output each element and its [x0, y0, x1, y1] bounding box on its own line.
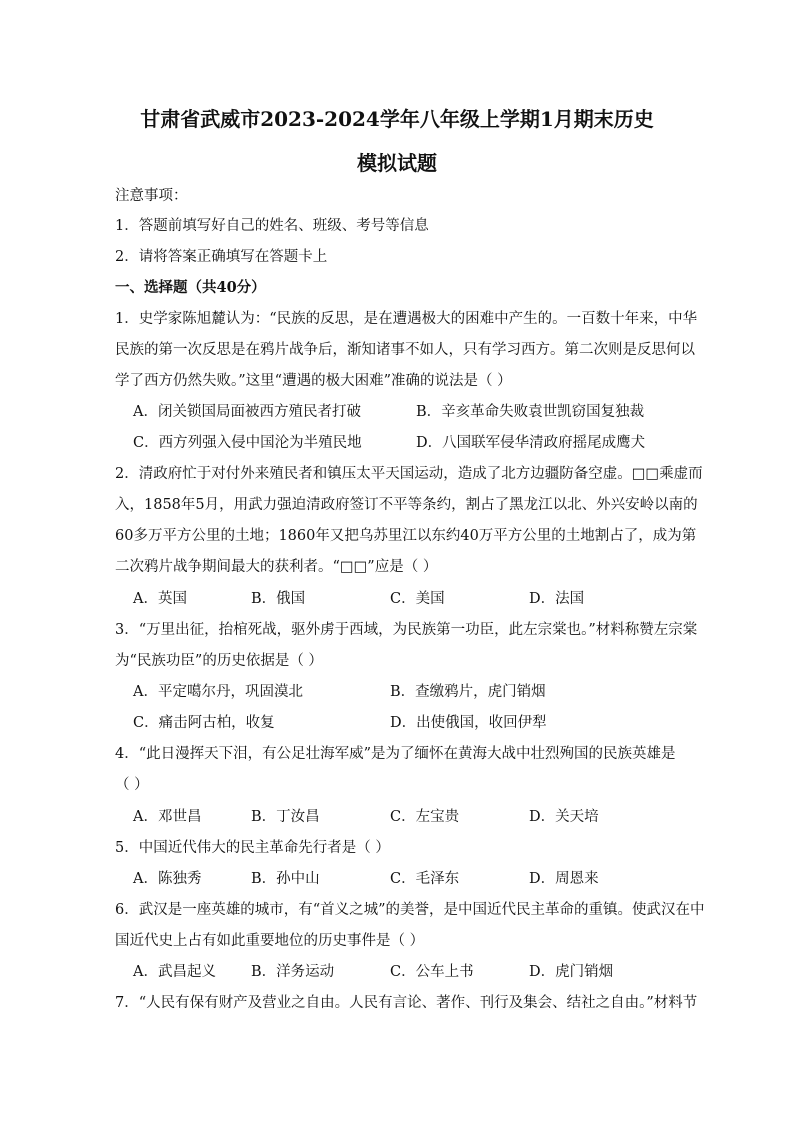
question-6-option-d: D．虎门销烟	[529, 964, 614, 980]
question-4-line-2: （ ）	[115, 777, 149, 793]
question-3-line-2: 为“民族功臣”的历史依据是（ ）	[115, 653, 323, 669]
question-4-option-a: A．邓世昌	[133, 809, 202, 825]
question-1-line-1: 1．史学家陈旭麓认为：“民族的反思，是在遭遇极大的困难中产生的。一百数十年来，中华	[115, 311, 698, 327]
question-7-line-1: 7．“人民有保有财产及营业之自由。人民有言论、著作、刊行及集会、结社之自由。”材料节	[115, 995, 698, 1011]
question-6-line-1: 6．武汉是一座英雄的城市，有“首义之城”的美誉，是中国近代民主革命的重镇。使武汉在中	[115, 902, 705, 918]
question-6-option-b: B．洋务运动	[251, 964, 335, 980]
question-6-option-a: A．武昌起义	[133, 964, 216, 980]
question-1-line-3: 学了西方仍然失败。”这里“遭遇的极大困难”准确的说法是（ ）	[115, 373, 512, 389]
question-2-option-c: C．美国	[390, 591, 445, 607]
question-2-option-b: B．俄国	[251, 591, 306, 607]
question-1-option-c: C．西方列强入侵中国沦为半殖民地	[133, 435, 362, 451]
question-1-option-d: D．八国联军侵华清政府摇尾成鹰犬	[416, 435, 646, 451]
question-4-option-b: B．丁汝昌	[251, 809, 320, 825]
section-heading: 一、选择题（共40分）	[115, 279, 266, 296]
question-1-option-a: A．闭关锁国局面被西方殖民者打破	[133, 404, 361, 420]
question-5-option-a: A．陈独秀	[133, 871, 202, 887]
question-4-line-1: 4．“此日漫挥天下泪，有公足壮海军威”是为了缅怀在黄海大战中壮烈殉国的民族英雄是	[115, 746, 676, 762]
question-5-option-b: B．孙中山	[251, 871, 320, 887]
question-1-line-2: 民族的第一次反思是在鸦片战争后，渐知诸事不如人，只有学习西方。第二次则是反思何以	[115, 342, 695, 358]
question-2-line-3: 60多万平方公里的土地；1860年又把乌苏里江以东约40万平方公里的土地割占了，成为第	[115, 528, 697, 544]
question-3-option-c: C．痛击阿古柏，收复	[133, 715, 275, 731]
question-1-option-b: B．辛亥革命失败袁世凯窃国复独裁	[416, 404, 645, 420]
notice-item-2: 2．请将答案正确填写在答题卡上	[115, 249, 328, 265]
question-6-option-c: C．公车上书	[390, 964, 474, 980]
question-6-line-2: 国近代史上占有如此重要地位的历史事件是（ ）	[115, 933, 425, 949]
question-5-option-c: C．毛泽东	[390, 871, 460, 887]
exam-title-line2: 模拟试题	[357, 151, 437, 175]
question-3-option-d: D．出使俄国，收回伊犁	[390, 715, 547, 731]
notice-item-1: 1．答题前填写好自己的姓名、班级、考号等信息	[115, 218, 429, 234]
exam-title-line1: 甘肃省武威市2023-2024学年八年级上学期1月期末历史	[140, 107, 654, 131]
question-3-line-1: 3．“万里出征，抬棺死战，驱外虏于西域，为民族第一功臣，此左宗棠也。”材料称赞左宗棠	[115, 622, 698, 638]
question-2-line-2: 入，1858年5月，用武力强迫清政府签订不平等条约，割占了黑龙江以北、外兴安岭以南的	[115, 497, 698, 513]
question-2-option-a: A．英国	[133, 591, 187, 607]
question-4-option-c: C．左宝贵	[390, 809, 460, 825]
question-5-option-d: D．周恩来	[529, 871, 599, 887]
question-2-line-4: 二次鸦片战争期间最大的获利者。“□□”应是（ ）	[115, 559, 438, 575]
notice-heading: 注意事项：	[115, 188, 188, 204]
question-3-option-b: B．查缴鸦片，虎门销烟	[390, 684, 546, 700]
question-4-option-d: D．关天培	[529, 809, 599, 825]
question-3-option-a: A．平定噶尔丹，巩固漠北	[133, 684, 303, 700]
question-5-line-1: 5．中国近代伟大的民主革命先行者是（ ）	[115, 840, 390, 856]
question-2-option-d: D．法国	[529, 591, 585, 607]
question-2-line-1: 2．清政府忙于对付外来殖民者和镇压太平天国运动，造成了北方边疆防备空虚。□□乘虚而	[115, 466, 703, 482]
